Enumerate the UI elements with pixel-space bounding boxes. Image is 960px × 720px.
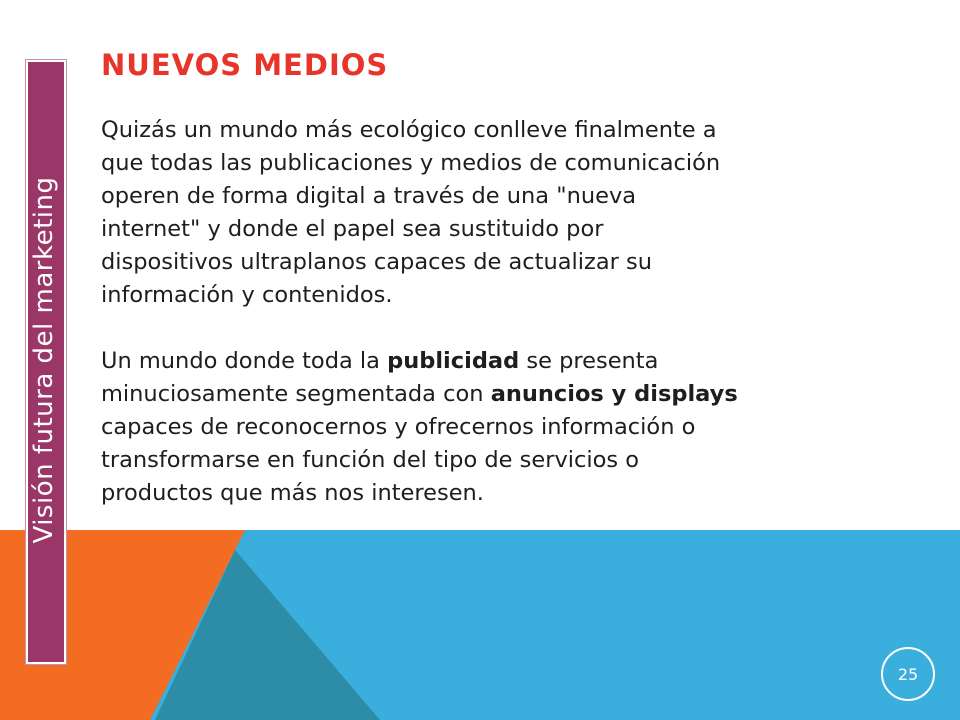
paragraph-2-text-1: Un mundo donde toda la bbox=[101, 348, 388, 374]
slide-heading: NUEVOS MEDIOS bbox=[101, 48, 389, 82]
paragraph-2-bold-2: anuncios y displays bbox=[490, 381, 738, 407]
side-title: Visión futura del marketing bbox=[29, 176, 59, 544]
paragraph-2-bold-1: publicidad bbox=[387, 348, 520, 374]
paragraph-2 bbox=[101, 345, 741, 510]
page-number-badge bbox=[881, 647, 935, 701]
paragraph-2-text-3: capaces de reconocernos y ofrecernos información o transformarse en función del tipo de servicios o productos que más nos interesen. bbox=[101, 414, 696, 506]
page-number: 25 bbox=[897, 664, 919, 684]
paragraph-2-text-2: se presenta minuciosamente segmentada con bbox=[101, 348, 659, 407]
paragraph-1: Quizás un mundo más ecológico conlleve finalmente a que todas las publicaciones y medios de comunicación operen de forma digital a través de una "nueva internet" y donde el papel sea sustituido por dispositivos ultraplanos capaces de actualizar su información y contenidos. bbox=[101, 117, 721, 308]
slide-content bbox=[101, 48, 741, 543]
